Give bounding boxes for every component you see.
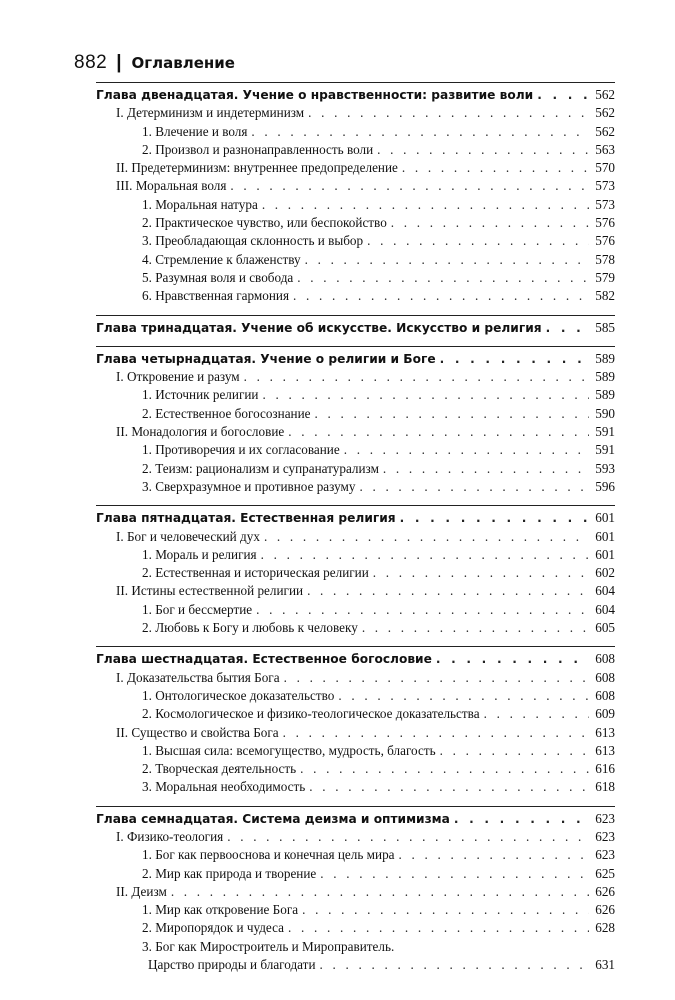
toc-subsection-entry[interactable] bbox=[96, 214, 615, 232]
dot-leader bbox=[171, 883, 589, 901]
toc-part-entry[interactable] bbox=[96, 883, 615, 901]
toc-subsection-entry[interactable] bbox=[96, 742, 615, 760]
toc-part-entry[interactable] bbox=[96, 423, 615, 441]
toc-entry-label: Глава двенадцатая. Учение о нравственности: развитие воли bbox=[96, 88, 534, 102]
toc-chapter-entry[interactable] bbox=[96, 86, 615, 104]
dot-leader bbox=[307, 582, 589, 600]
page-header bbox=[74, 52, 235, 74]
toc-entry-label: 3. Моральная необходимость bbox=[142, 779, 306, 795]
toc-page-number: 623 bbox=[595, 810, 615, 826]
toc-chapter-entry[interactable] bbox=[96, 350, 615, 368]
toc-entry-label: I. Откровение и разум bbox=[116, 369, 240, 385]
dot-leader bbox=[251, 123, 589, 141]
toc-page-number: 585 bbox=[595, 319, 615, 335]
toc-part-entry[interactable] bbox=[96, 669, 615, 687]
toc-chapter-section bbox=[96, 315, 615, 337]
toc-page-number: 562 bbox=[595, 87, 615, 102]
toc-chapter-entry[interactable] bbox=[96, 319, 615, 337]
toc-chapter-section bbox=[96, 346, 615, 496]
toc-page-number: 626 bbox=[595, 902, 615, 918]
dot-leader bbox=[227, 828, 589, 846]
dot-leader bbox=[373, 564, 589, 582]
toc-page-number: 602 bbox=[595, 565, 615, 581]
toc-page-number: 604 bbox=[595, 601, 615, 617]
toc-page-number: 576 bbox=[595, 215, 615, 231]
toc-part-entry[interactable] bbox=[96, 724, 615, 742]
toc-entry-label: 5. Разумная воля и свобода bbox=[142, 269, 294, 285]
toc-entry-label: II. Истины естественной религии bbox=[116, 583, 304, 599]
toc-entry-label: 6. Нравственная гармония bbox=[142, 288, 290, 304]
toc-page-number: 601 bbox=[595, 528, 615, 544]
dot-leader bbox=[262, 386, 589, 404]
header-separator: | bbox=[116, 52, 122, 73]
toc-entry-label: III. Моральная воля bbox=[116, 178, 227, 194]
toc-part-entry[interactable] bbox=[96, 582, 615, 600]
toc-page-number: 563 bbox=[595, 141, 615, 157]
toc-page-number: 623 bbox=[595, 847, 615, 863]
toc-subsection-entry[interactable] bbox=[96, 386, 615, 404]
toc-page-number: 628 bbox=[595, 920, 615, 936]
toc-page-number: 631 bbox=[595, 957, 615, 973]
dot-leader bbox=[362, 619, 589, 637]
toc-page-number: 625 bbox=[595, 865, 615, 881]
toc-subsection-entry[interactable] bbox=[96, 938, 615, 956]
toc-page-number: 589 bbox=[595, 369, 615, 385]
dot-leader bbox=[440, 742, 589, 760]
toc-subsection-entry[interactable] bbox=[96, 141, 615, 159]
toc-part-entry[interactable] bbox=[96, 828, 615, 846]
toc-subsection-entry[interactable] bbox=[96, 760, 615, 778]
toc-entry-label: 1. Онтологическое доказательство bbox=[142, 687, 335, 703]
toc-page-number: 570 bbox=[595, 160, 615, 176]
toc-entry-label: 3. Бог как Миростроитель и Мироправитель. bbox=[142, 938, 395, 954]
page-number: 882 bbox=[74, 52, 108, 73]
dot-leader bbox=[338, 687, 589, 705]
toc-subsection-entry[interactable] bbox=[96, 196, 615, 214]
toc-page-number: 618 bbox=[595, 779, 615, 795]
toc-page-number: 582 bbox=[595, 288, 615, 304]
toc-entry-label: 2. Любовь к Богу и любовь к человеку bbox=[142, 620, 358, 636]
dot-leader bbox=[320, 956, 589, 974]
toc-page-number: 613 bbox=[595, 724, 615, 740]
toc-part-entry[interactable] bbox=[96, 528, 615, 546]
dot-leader bbox=[436, 650, 589, 668]
toc-entry-label: 2. Естественное богосознание bbox=[142, 405, 311, 421]
dot-leader bbox=[454, 810, 589, 828]
toc-part-entry[interactable] bbox=[96, 159, 615, 177]
toc-entry-label: 2. Теизм: рационализм и супранатурализм bbox=[142, 460, 379, 476]
toc-page-number: 596 bbox=[595, 478, 615, 494]
dot-leader bbox=[399, 846, 589, 864]
toc-page-number: 591 bbox=[595, 442, 615, 458]
toc-chapter-section bbox=[96, 82, 615, 306]
toc-subsection-entry[interactable] bbox=[96, 460, 615, 478]
toc-entry-label: 2. Естественная и историческая религии bbox=[142, 565, 369, 581]
toc-entry-label: 1. Влечение и воля bbox=[142, 123, 248, 139]
toc-page-number: 613 bbox=[595, 742, 615, 758]
toc-part-entry[interactable] bbox=[96, 177, 615, 195]
dot-leader bbox=[391, 214, 589, 232]
toc-page-number: 562 bbox=[595, 105, 615, 121]
toc-subsection-entry[interactable] bbox=[96, 601, 615, 619]
toc-chapter-entry[interactable] bbox=[96, 650, 615, 668]
dot-leader bbox=[377, 141, 589, 159]
toc-page-number: 589 bbox=[595, 387, 615, 403]
dot-leader bbox=[440, 350, 589, 368]
toc-page-number: 590 bbox=[595, 405, 615, 421]
toc-subsection-entry[interactable] bbox=[96, 865, 615, 883]
toc-subsection-entry[interactable] bbox=[96, 919, 615, 937]
toc-subsection-entry[interactable] bbox=[96, 619, 615, 637]
toc-subsection-entry[interactable] bbox=[96, 478, 615, 496]
toc-entry-label: Царство природы и благодати bbox=[148, 957, 316, 973]
toc-subsection-entry[interactable] bbox=[96, 405, 615, 423]
toc-entry-label: 1. Противоречия и их согласование bbox=[142, 442, 340, 458]
toc-page-number: 578 bbox=[595, 251, 615, 267]
toc-entry-label: 2. Космологическое и физико-теологическое доказательства bbox=[142, 706, 480, 722]
toc-entry-label: 2. Миропорядок и чудеса bbox=[142, 920, 284, 936]
toc-page-number: 608 bbox=[595, 651, 615, 667]
dot-leader bbox=[302, 901, 589, 919]
toc-entry-continuation[interactable] bbox=[96, 956, 615, 974]
toc-entry-label: 1. Бог и бессмертие bbox=[142, 601, 253, 617]
toc-entry-label: 1. Высшая сила: всемогущество, мудрость, благость bbox=[142, 742, 436, 758]
dot-leader bbox=[283, 724, 589, 742]
dot-leader bbox=[305, 251, 589, 269]
running-title: Оглавление bbox=[131, 54, 235, 72]
toc-page-number: 562 bbox=[595, 123, 615, 139]
dot-leader bbox=[383, 460, 589, 478]
dot-leader bbox=[293, 287, 589, 305]
dot-leader bbox=[484, 705, 589, 723]
dot-leader bbox=[315, 405, 589, 423]
toc-subsection-entry[interactable] bbox=[96, 778, 615, 796]
toc-chapter-section bbox=[96, 505, 615, 637]
dot-leader bbox=[309, 778, 589, 796]
toc-entry-label: 1. Мир как откровение Бога bbox=[142, 902, 299, 918]
toc-page-number: 626 bbox=[595, 883, 615, 899]
toc-chapter-entry[interactable] bbox=[96, 509, 615, 527]
dot-leader bbox=[320, 865, 589, 883]
dot-leader bbox=[546, 319, 589, 337]
dot-leader bbox=[300, 760, 589, 778]
toc-page-number: 593 bbox=[595, 460, 615, 476]
toc-subsection-entry[interactable] bbox=[96, 705, 615, 723]
toc-subsection-entry[interactable] bbox=[96, 232, 615, 250]
toc-chapter-section bbox=[96, 806, 615, 975]
dot-leader bbox=[537, 86, 589, 104]
toc-subsection-entry[interactable] bbox=[96, 687, 615, 705]
toc-entry-label: 3. Преобладающая склонность и выбор bbox=[142, 233, 364, 249]
toc-page-number: 608 bbox=[595, 669, 615, 685]
toc-entry-label: Глава четырнадцатая. Учение о религии и Боге bbox=[96, 351, 436, 366]
toc-part-entry[interactable] bbox=[96, 104, 615, 122]
toc-subsection-entry[interactable] bbox=[96, 441, 615, 459]
dot-leader bbox=[256, 601, 589, 619]
toc-subsection-entry[interactable] bbox=[96, 251, 615, 269]
dot-leader bbox=[367, 232, 589, 250]
toc-subsection-entry[interactable] bbox=[96, 269, 615, 287]
toc-entry-label: Глава тринадцатая. Учение об искусстве. Искусство и религия bbox=[96, 320, 542, 335]
dot-leader bbox=[230, 177, 589, 195]
toc-entry-label: 1. Мораль и религия bbox=[142, 546, 257, 562]
dot-leader bbox=[264, 528, 589, 546]
toc-entry-label: 2. Практическое чувство, или беспокойство bbox=[142, 215, 387, 231]
toc-page-number: 623 bbox=[595, 828, 615, 844]
toc-entry-label: 2. Произвол и разнонаправленность воли bbox=[142, 141, 374, 157]
dot-leader bbox=[244, 368, 589, 386]
dot-leader bbox=[402, 159, 589, 177]
toc-chapter-section bbox=[96, 646, 615, 796]
toc-entry-label: I. Бог и человеческий дух bbox=[116, 528, 260, 544]
dot-leader bbox=[284, 669, 589, 687]
toc-entry-label: 3. Сверхразумное и противное разуму bbox=[142, 478, 356, 494]
dot-leader bbox=[261, 546, 589, 564]
toc-entry-label: II. Деизм bbox=[116, 883, 167, 899]
toc-page-number: 591 bbox=[595, 424, 615, 440]
dot-leader bbox=[297, 269, 589, 287]
toc-subsection-entry[interactable] bbox=[96, 123, 615, 141]
toc-subsection-entry[interactable] bbox=[96, 546, 615, 564]
dot-leader bbox=[288, 423, 589, 441]
toc-subsection-entry[interactable] bbox=[96, 846, 615, 864]
toc-entry-label: I. Детерминизм и индетерминизм bbox=[116, 105, 305, 121]
toc-page-number: 609 bbox=[595, 706, 615, 722]
toc-entry-label: Глава семнадцатая. Система деизма и оптимизма bbox=[96, 811, 450, 826]
dot-leader bbox=[262, 196, 589, 214]
toc-page-number: 589 bbox=[595, 350, 615, 366]
toc-entry-label: I. Физико-теология bbox=[116, 828, 224, 844]
toc-entry-label: II. Предетерминизм: внутреннее предопределение bbox=[116, 160, 398, 176]
toc-entry-label: 2. Мир как природа и творение bbox=[142, 865, 317, 881]
toc-entry-label: II. Существо и свойства Бога bbox=[116, 724, 279, 740]
toc-chapter-entry[interactable] bbox=[96, 810, 615, 828]
toc-entry-label: 1. Источник религии bbox=[142, 387, 259, 403]
toc-entry-label: II. Монадология и богословие bbox=[116, 424, 285, 440]
toc-subsection-entry[interactable] bbox=[96, 564, 615, 582]
toc-page-number: 579 bbox=[595, 269, 615, 285]
toc-entry-label: 1. Моральная натура bbox=[142, 196, 258, 212]
toc-page-number: 573 bbox=[595, 196, 615, 212]
toc-entry-label: 2. Творческая деятельность bbox=[142, 761, 297, 777]
toc-page-number: 601 bbox=[595, 510, 615, 526]
toc-subsection-entry[interactable] bbox=[96, 287, 615, 305]
toc-part-entry[interactable] bbox=[96, 368, 615, 386]
toc-page-number: 616 bbox=[595, 761, 615, 777]
dot-leader bbox=[344, 441, 589, 459]
dot-leader bbox=[288, 919, 589, 937]
toc-page-number: 604 bbox=[595, 583, 615, 599]
dot-leader bbox=[308, 104, 589, 122]
toc-entry-label: Глава пятнадцатая. Естественная религия bbox=[96, 511, 396, 526]
table-of-contents bbox=[96, 82, 615, 983]
toc-page-number: 573 bbox=[595, 178, 615, 194]
toc-entry-label: 1. Бог как первооснова и конечная цель мира bbox=[142, 847, 395, 863]
toc-entry-label: I. Доказательства бытия Бога bbox=[116, 669, 280, 685]
toc-page-number: 608 bbox=[595, 687, 615, 703]
toc-page-number: 576 bbox=[595, 233, 615, 249]
toc-subsection-entry[interactable] bbox=[96, 901, 615, 919]
toc-page-number: 601 bbox=[595, 546, 615, 562]
dot-leader bbox=[359, 478, 589, 496]
dot-leader bbox=[400, 509, 589, 527]
toc-page-number: 605 bbox=[595, 620, 615, 636]
toc-entry-label: 4. Стремление к блаженству bbox=[142, 251, 301, 267]
toc-entry-label: Глава шестнадцатая. Естественное богословие bbox=[96, 652, 432, 667]
